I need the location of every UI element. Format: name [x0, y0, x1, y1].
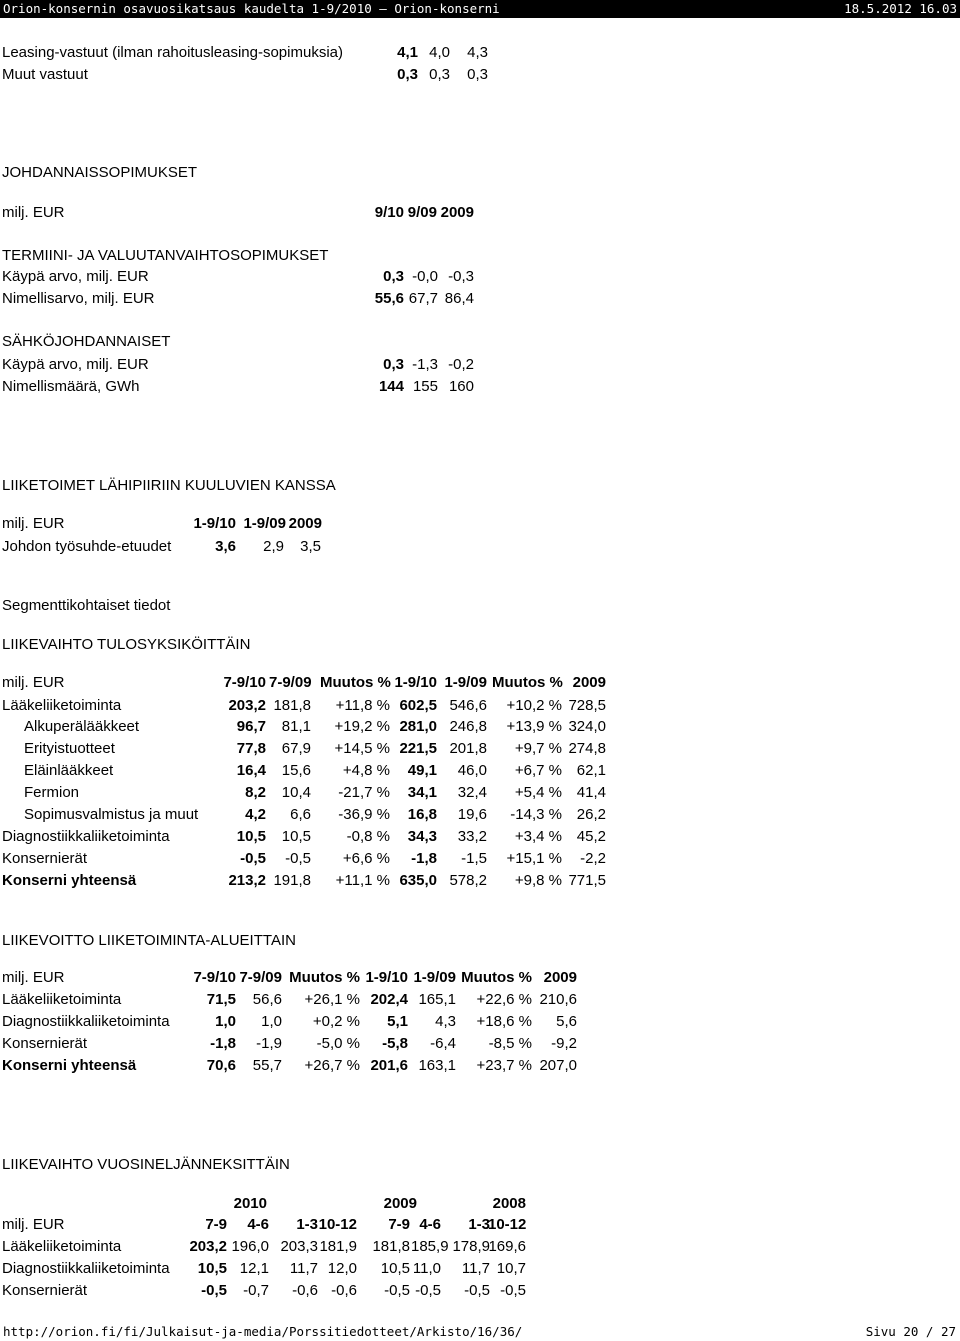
cell-value: 602,5 [399, 697, 437, 714]
cell-value: +9,7 % [514, 740, 562, 757]
cell-value: -0,2 [448, 356, 474, 373]
cell-value: 4,2 [245, 806, 266, 823]
cell-value: -8,5 % [488, 1035, 532, 1052]
cell-value: +11,1 % [335, 872, 390, 889]
column-header: 1-9/09 [444, 674, 487, 691]
cell-value: 8,2 [245, 784, 266, 801]
cell-value: 55,6 [374, 290, 404, 307]
column-header: 7-9/09 [269, 674, 312, 691]
cell-value: 5,6 [556, 1013, 577, 1030]
cell-value: -0,5 [201, 1282, 227, 1299]
section-title: LIIKEVAIHTO VUOSINELJÄNNEKSITTÄIN [2, 1156, 290, 1173]
cell-value: 49,1 [407, 762, 437, 779]
cell-value: 207,0 [539, 1057, 577, 1074]
row-label: Lääkeliiketoiminta [2, 1238, 122, 1255]
cell-value: +26,7 % [304, 1057, 360, 1074]
cell-value: 11,0 [412, 1260, 441, 1277]
cell-value: 203,3 [280, 1238, 318, 1255]
cell-value: -0,5 [415, 1282, 441, 1299]
column-header: 1-9/10 [394, 674, 437, 691]
header-title: Orion-konsernin osavuosikatsaus kaudelta 1-9/2010 – Orion-konserni [3, 1, 500, 16]
cell-value: 4,1 [397, 44, 418, 61]
column-header: 4-6 [419, 1216, 441, 1233]
cell-value: -21,7 % [338, 784, 390, 801]
section-title: JOHDANNAISSOPIMUKSET [2, 164, 198, 181]
subsection-title: SÄHKÖJOHDANNAISET [2, 333, 171, 350]
cell-value: 56,6 [252, 991, 282, 1008]
cell-value: -1,8 [210, 1035, 236, 1052]
row-label: Diagnostiikkaliiketoiminta [2, 1260, 170, 1277]
print-header [0, 0, 960, 18]
row-label: Käypä arvo, milj. EUR [2, 268, 149, 285]
cell-value: 0,3 [383, 268, 404, 285]
cell-value: +18,6 % [476, 1013, 532, 1030]
column-header: 4-6 [247, 1216, 269, 1233]
unit-label: milj. EUR [2, 204, 65, 221]
row-label: Erityistuotteet [24, 740, 115, 757]
cell-value: 181,8 [273, 697, 311, 714]
cell-value: 771,5 [568, 872, 606, 889]
cell-value: 4,3 [467, 44, 488, 61]
unit-label: milj. EUR [2, 969, 65, 986]
cell-value: 203,2 [189, 1238, 227, 1255]
cell-value: 11,7 [461, 1260, 490, 1277]
column-header: 2009 [288, 515, 322, 532]
cell-value: -0,5 [500, 1282, 526, 1299]
cell-value: 16,8 [407, 806, 437, 823]
column-header: 7-9/10 [193, 969, 236, 986]
cell-value: 155 [412, 378, 438, 395]
cell-value: 160 [448, 378, 474, 395]
cell-value: 16,4 [236, 762, 266, 779]
cell-value: 185,9 [411, 1238, 449, 1255]
cell-value: -1,5 [461, 850, 487, 867]
section-title: LIIKEVOITTO LIIKETOIMINTA-ALUEITTAIN [2, 932, 296, 949]
cell-value: -0,5 [285, 850, 311, 867]
unit-label: milj. EUR [2, 1216, 65, 1233]
cell-value: 169,6 [488, 1238, 526, 1255]
footer-url: http://orion.fi/fi/Julkaisut-ja-media/Porssitiedotteet/Arkisto/16/36/ [3, 1324, 523, 1339]
row-label: Konsernierät [2, 1282, 88, 1299]
cell-value: +23,7 % [476, 1057, 532, 1074]
cell-value: 71,5 [206, 991, 236, 1008]
cell-value: 5,1 [387, 1013, 408, 1030]
cell-value: 578,2 [449, 872, 487, 889]
cell-value: 3,6 [215, 538, 236, 555]
cell-value: 165,1 [418, 991, 456, 1008]
cell-value: 46,0 [457, 762, 487, 779]
column-header: 1-9/09 [243, 515, 286, 532]
column-header: 10-12 [488, 1216, 527, 1233]
column-header: 7-9 [388, 1216, 410, 1233]
cell-value: -0,0 [412, 268, 438, 285]
cell-value: 2,9 [263, 538, 284, 555]
row-label: Käypä arvo, milj. EUR [2, 356, 149, 373]
row-label: Lääkeliiketoiminta [2, 991, 122, 1008]
cell-value: 45,2 [576, 828, 606, 845]
column-header: 1-3 [296, 1216, 318, 1233]
cell-value: 19,6 [457, 806, 487, 823]
cell-value: -9,2 [551, 1035, 577, 1052]
cell-value: -0,3 [448, 268, 474, 285]
cell-value: 11,7 [289, 1260, 318, 1277]
cell-value: +9,8 % [514, 872, 562, 889]
cell-value: 10,4 [281, 784, 311, 801]
section-title: LIIKEVAIHTO TULOSYKSIKÖITTÄIN [2, 636, 251, 653]
row-label: Sopimusvalmistus ja muut [24, 806, 199, 823]
cell-value: +19,2 % [334, 718, 390, 735]
cell-value: 0,3 [397, 66, 418, 83]
cell-value: 0,3 [429, 66, 450, 83]
unit-label: milj. EUR [2, 674, 65, 691]
cell-value: +0,2 % [312, 1013, 360, 1030]
row-label: Muut vastuut [2, 66, 88, 83]
subsection-title: TERMIINI- JA VALUUTANVAIHTOSOPIMUKSET [2, 247, 329, 264]
cell-value: 6,6 [290, 806, 311, 823]
cell-value: 10,7 [496, 1260, 526, 1277]
column-header: 1-9/10 [365, 969, 408, 986]
cell-value: 181,8 [372, 1238, 410, 1255]
cell-value: 203,2 [228, 697, 266, 714]
row-label: Fermion [24, 784, 80, 801]
cell-value: +4,8 % [342, 762, 390, 779]
column-header: 1-9/10 [193, 515, 236, 532]
cell-value: 41,4 [576, 784, 606, 801]
cell-value: -36,9 % [338, 806, 390, 823]
row-label: Diagnostiikkaliiketoiminta [2, 828, 170, 845]
cell-value: 86,4 [444, 290, 474, 307]
column-header: 7-9 [205, 1216, 227, 1233]
row-label: Konsernierät [2, 850, 88, 867]
cell-value: -6,4 [430, 1035, 456, 1052]
cell-value: 77,8 [236, 740, 266, 757]
cell-value: -0,5 [240, 850, 266, 867]
cell-value: -0,7 [243, 1282, 269, 1299]
cell-value: 4,0 [429, 44, 450, 61]
cell-value: 33,2 [457, 828, 487, 845]
cell-value: +5,4 % [514, 784, 562, 801]
cell-value: -1,3 [412, 356, 438, 373]
cell-value: 70,6 [206, 1057, 236, 1074]
cell-value: 4,3 [435, 1013, 456, 1030]
cell-value: 210,6 [539, 991, 577, 1008]
cell-value: +22,6 % [476, 991, 532, 1008]
cell-value: 26,2 [576, 806, 606, 823]
row-label: Alkuperälääkkeet [24, 718, 140, 735]
cell-value: 202,4 [370, 991, 408, 1008]
column-header: 10-12 [318, 1216, 357, 1233]
cell-value: -2,2 [580, 850, 606, 867]
cell-value: 213,2 [228, 872, 266, 889]
cell-value: 281,0 [399, 718, 437, 735]
year-header: 2008 [492, 1195, 526, 1212]
cell-value: 1,0 [261, 1013, 282, 1030]
row-label: Lääkeliiketoiminta [2, 697, 122, 714]
cell-value: +14,5 % [334, 740, 390, 757]
column-header: Muutos % [492, 674, 563, 691]
cell-value: -5,8 [382, 1035, 408, 1052]
row-label: Eläinlääkkeet [24, 762, 114, 779]
column-header: 1-3 [468, 1216, 490, 1233]
column-header: 2009 [440, 204, 474, 221]
cell-value: -1,8 [411, 850, 437, 867]
cell-value: +6,7 % [514, 762, 562, 779]
cell-value: 201,6 [370, 1057, 408, 1074]
cell-value: -5,0 % [316, 1035, 360, 1052]
cell-value: +10,2 % [506, 697, 562, 714]
cell-value: +3,4 % [514, 828, 562, 845]
footer-page-number: Sivu 20 / 27 [865, 1324, 956, 1339]
cell-value: 55,7 [252, 1057, 282, 1074]
cell-value: 67,7 [408, 290, 438, 307]
cell-value: 81,1 [281, 718, 311, 735]
cell-value: 546,6 [449, 697, 487, 714]
row-label: Konserni yhteensä [2, 1057, 137, 1074]
cell-value: 221,5 [399, 740, 437, 757]
unit-label: milj. EUR [2, 515, 65, 532]
cell-value: 163,1 [418, 1057, 456, 1074]
cell-value: 274,8 [568, 740, 606, 757]
cell-value: 191,8 [273, 872, 311, 889]
cell-value: +6,6 % [342, 850, 390, 867]
row-label: Nimellisarvo, milj. EUR [2, 290, 155, 307]
cell-value: +11,8 % [335, 697, 390, 714]
section-title: LIIKETOIMET LÄHIPIIRIIN KUULUVIEN KANSSA [2, 477, 336, 494]
cell-value: 196,0 [231, 1238, 269, 1255]
cell-value: -1,9 [256, 1035, 282, 1052]
year-header: 2010 [233, 1195, 267, 1212]
cell-value: -0,6 [292, 1282, 318, 1299]
cell-value: -0,5 [384, 1282, 410, 1299]
column-header: Muutos % [320, 674, 391, 691]
cell-value: 178,9 [452, 1238, 490, 1255]
column-header: 2009 [572, 674, 606, 691]
row-label: Johdon työsuhde-etuudet [2, 538, 172, 555]
cell-value: 246,8 [449, 718, 487, 735]
cell-value: 181,9 [319, 1238, 357, 1255]
cell-value: 0,3 [383, 356, 404, 373]
cell-value: -0,5 [464, 1282, 490, 1299]
cell-value: 324,0 [568, 718, 606, 735]
row-label: Leasing-vastuut (ilman rahoitusleasing-sopimuksia) [2, 44, 343, 61]
column-header: 9/10 [374, 204, 404, 221]
column-header: 7-9/09 [239, 969, 282, 986]
cell-value: 635,0 [399, 872, 437, 889]
cell-value: -0,6 [331, 1282, 357, 1299]
cell-value: 201,8 [449, 740, 487, 757]
cell-value: 10,5 [281, 828, 311, 845]
cell-value: 12,1 [239, 1260, 269, 1277]
cell-value: 144 [378, 378, 404, 395]
cell-value: 10,5 [236, 828, 266, 845]
print-footer [0, 1322, 960, 1341]
cell-value: 34,1 [407, 784, 437, 801]
cell-value: 10,5 [380, 1260, 410, 1277]
column-header: 9/09 [407, 204, 437, 221]
year-header: 2009 [383, 1195, 417, 1212]
column-header: 7-9/10 [223, 674, 266, 691]
cell-value: 12,0 [327, 1260, 357, 1277]
column-header: 2009 [543, 969, 577, 986]
cell-value: 1,0 [215, 1013, 236, 1030]
cell-value: -0,8 % [346, 828, 390, 845]
cell-value: +13,9 % [506, 718, 562, 735]
column-header: Muutos % [289, 969, 360, 986]
cell-value: +26,1 % [304, 991, 360, 1008]
header-date: 18.5.2012 16.03 [844, 1, 957, 16]
cell-value: 62,1 [576, 762, 606, 779]
cell-value: 0,3 [467, 66, 488, 83]
cell-value: 3,5 [300, 538, 321, 555]
row-label: Konsernierät [2, 1035, 88, 1052]
cell-value: 728,5 [568, 697, 606, 714]
segment-heading: Segmenttikohtaiset tiedot [2, 597, 171, 614]
cell-value: 15,6 [281, 762, 311, 779]
column-header: Muutos % [461, 969, 532, 986]
column-header: 1-9/09 [413, 969, 456, 986]
cell-value: 10,5 [197, 1260, 227, 1277]
cell-value: +15,1 % [506, 850, 562, 867]
cell-value: 32,4 [457, 784, 487, 801]
row-label: Diagnostiikkaliiketoiminta [2, 1013, 170, 1030]
cell-value: 34,3 [407, 828, 437, 845]
row-label: Nimellismäärä, GWh [2, 378, 140, 395]
row-label: Konserni yhteensä [2, 872, 137, 889]
cell-value: 96,7 [236, 718, 266, 735]
cell-value: 67,9 [281, 740, 311, 757]
cell-value: -14,3 % [510, 806, 562, 823]
